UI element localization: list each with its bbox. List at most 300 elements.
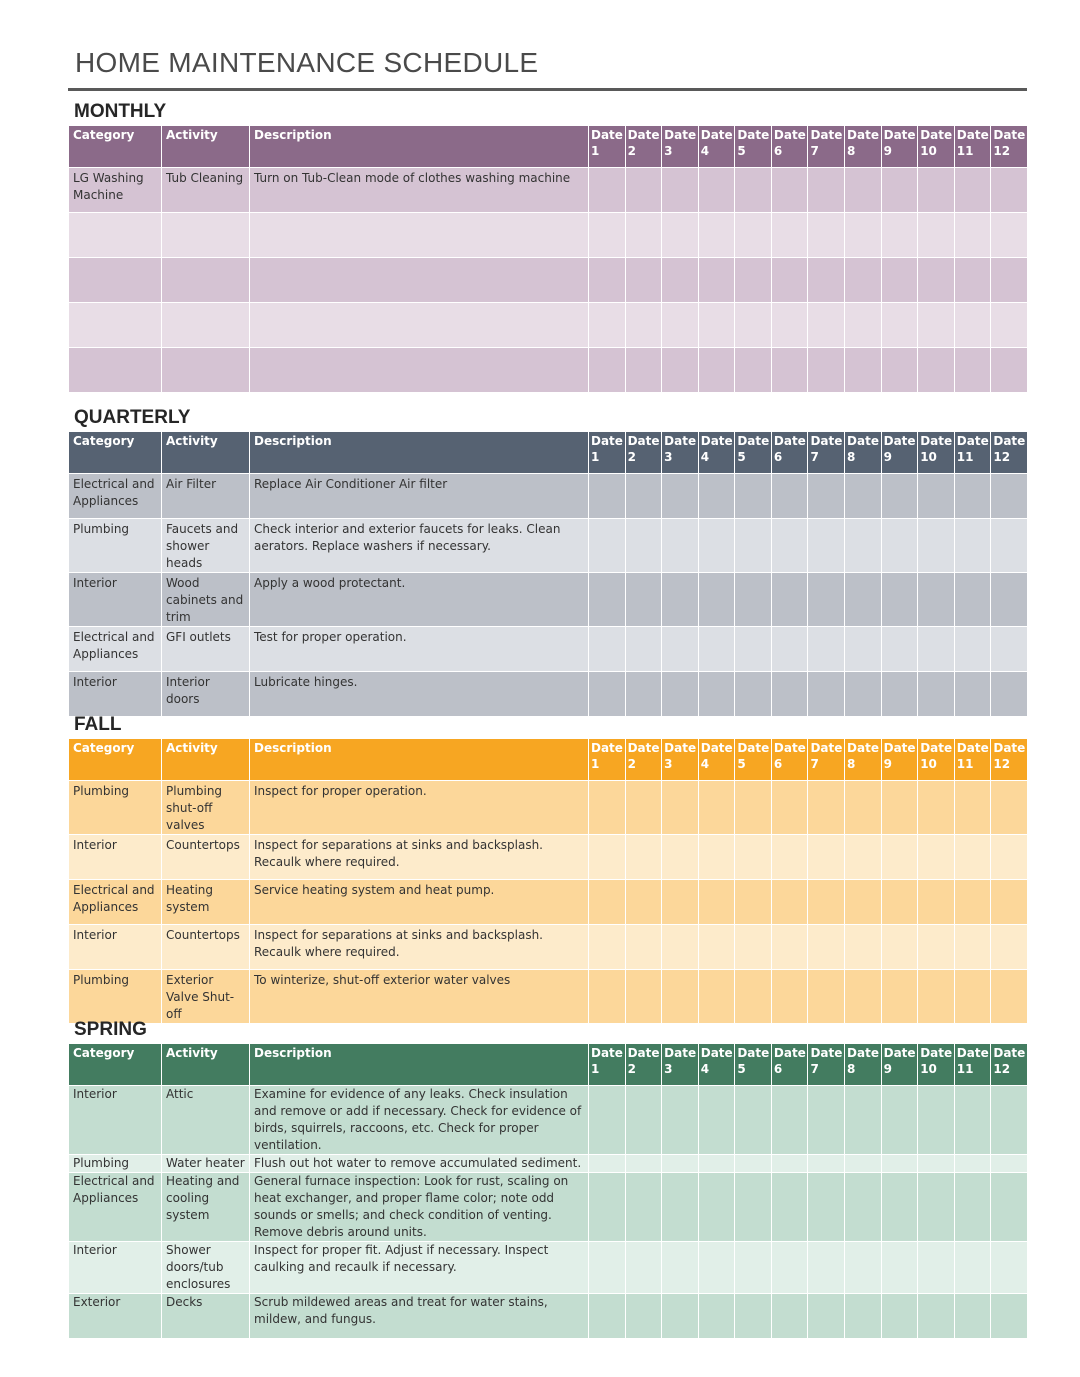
date-cell-2[interactable] — [625, 474, 662, 519]
date-cell-5[interactable] — [735, 303, 772, 348]
activity-cell: Heating and cooling system — [162, 1173, 250, 1242]
date-cell-8[interactable] — [845, 258, 882, 303]
date-cell-3[interactable] — [662, 880, 699, 925]
column-header-date-10: Date 10 — [918, 1044, 955, 1086]
date-cell-10[interactable] — [918, 1294, 955, 1339]
date-cell-1[interactable] — [589, 835, 626, 880]
date-cell-7[interactable] — [808, 835, 845, 880]
date-cell-9[interactable] — [881, 519, 918, 573]
date-cell-4[interactable] — [698, 258, 735, 303]
section-spring — [68, 1019, 1027, 1339]
date-cell-7[interactable] — [808, 925, 845, 970]
section-monthly — [68, 101, 1027, 393]
table-row — [69, 1294, 1028, 1339]
section-quarterly — [68, 407, 1027, 717]
date-cell-1[interactable] — [589, 1294, 626, 1339]
date-cell-4[interactable] — [698, 213, 735, 258]
date-cell-12[interactable] — [991, 573, 1028, 627]
date-cell-8[interactable] — [845, 573, 882, 627]
date-cell-1[interactable] — [589, 258, 626, 303]
date-cell-11[interactable] — [954, 1173, 991, 1242]
date-cell-3[interactable] — [662, 1173, 699, 1242]
date-cell-3[interactable] — [662, 519, 699, 573]
date-cell-1[interactable] — [589, 1155, 626, 1173]
date-cell-1[interactable] — [589, 1242, 626, 1294]
date-cell-8[interactable] — [845, 970, 882, 1024]
date-cell-4[interactable] — [698, 1173, 735, 1242]
date-cell-3[interactable] — [662, 213, 699, 258]
date-cell-11[interactable] — [954, 213, 991, 258]
date-cell-8[interactable] — [845, 474, 882, 519]
date-cell-2[interactable] — [625, 925, 662, 970]
date-cell-4[interactable] — [698, 573, 735, 627]
date-cell-3[interactable] — [662, 835, 699, 880]
date-cell-12[interactable] — [991, 348, 1028, 393]
date-cell-5[interactable] — [735, 348, 772, 393]
date-cell-10[interactable] — [918, 573, 955, 627]
date-cell-4[interactable] — [698, 168, 735, 213]
date-cell-6[interactable] — [771, 1242, 808, 1294]
date-cell-12[interactable] — [991, 168, 1028, 213]
date-cell-4[interactable] — [698, 1155, 735, 1173]
date-cell-10[interactable] — [918, 1173, 955, 1242]
date-cell-2[interactable] — [625, 1173, 662, 1242]
date-cell-6[interactable] — [771, 835, 808, 880]
activity-cell: Interior doors — [162, 672, 250, 717]
date-cell-12[interactable] — [991, 970, 1028, 1024]
date-cell-6[interactable] — [771, 303, 808, 348]
date-cell-7[interactable] — [808, 1294, 845, 1339]
date-cell-1[interactable] — [589, 348, 626, 393]
date-cell-5[interactable] — [735, 970, 772, 1024]
date-cell-2[interactable] — [625, 1155, 662, 1173]
date-cell-8[interactable] — [845, 303, 882, 348]
date-cell-6[interactable] — [771, 672, 808, 717]
description-cell: Replace Air Conditioner Air filter — [250, 474, 589, 519]
date-cell-5[interactable] — [735, 781, 772, 835]
category-cell: Interior — [69, 672, 162, 717]
column-header-date-2: Date 2 — [625, 739, 662, 781]
date-cell-2[interactable] — [625, 1086, 662, 1155]
date-cell-8[interactable] — [845, 168, 882, 213]
date-cell-1[interactable] — [589, 1086, 626, 1155]
date-cell-10[interactable] — [918, 303, 955, 348]
date-cell-5[interactable] — [735, 1155, 772, 1173]
date-cell-11[interactable] — [954, 1155, 991, 1173]
date-cell-12[interactable] — [991, 303, 1028, 348]
date-cell-11[interactable] — [954, 835, 991, 880]
date-cell-5[interactable] — [735, 880, 772, 925]
date-cell-4[interactable] — [698, 880, 735, 925]
date-cell-3[interactable] — [662, 1242, 699, 1294]
date-cell-10[interactable] — [918, 970, 955, 1024]
date-cell-7[interactable] — [808, 672, 845, 717]
date-cell-6[interactable] — [771, 213, 808, 258]
date-cell-10[interactable] — [918, 781, 955, 835]
date-cell-9[interactable] — [881, 970, 918, 1024]
date-cell-2[interactable] — [625, 1242, 662, 1294]
schedule-table-monthly — [68, 125, 1028, 393]
date-cell-5[interactable] — [735, 672, 772, 717]
description-cell: Inspect for separations at sinks and backsplash. Recaulk where required. — [250, 835, 589, 880]
date-cell-2[interactable] — [625, 168, 662, 213]
date-cell-1[interactable] — [589, 519, 626, 573]
category-cell: Interior — [69, 925, 162, 970]
column-header-date-9: Date 9 — [881, 1044, 918, 1086]
date-cell-9[interactable] — [881, 880, 918, 925]
date-cell-6[interactable] — [771, 573, 808, 627]
date-cell-2[interactable] — [625, 627, 662, 672]
date-cell-12[interactable] — [991, 474, 1028, 519]
date-cell-10[interactable] — [918, 627, 955, 672]
date-cell-9[interactable] — [881, 1294, 918, 1339]
date-cell-2[interactable] — [625, 781, 662, 835]
date-cell-3[interactable] — [662, 627, 699, 672]
date-cell-7[interactable] — [808, 213, 845, 258]
date-cell-12[interactable] — [991, 1294, 1028, 1339]
date-cell-11[interactable] — [954, 970, 991, 1024]
date-cell-6[interactable] — [771, 168, 808, 213]
schedule-table-quarterly — [68, 431, 1028, 717]
description-cell: Turn on Tub-Clean mode of clothes washing machine — [250, 168, 589, 213]
column-header-date-4: Date 4 — [698, 126, 735, 168]
date-cell-12[interactable] — [991, 1242, 1028, 1294]
date-cell-8[interactable] — [845, 213, 882, 258]
date-cell-7[interactable] — [808, 258, 845, 303]
date-cell-11[interactable] — [954, 672, 991, 717]
date-cell-9[interactable] — [881, 1155, 918, 1173]
date-cell-11[interactable] — [954, 258, 991, 303]
date-cell-4[interactable] — [698, 627, 735, 672]
column-header-date-7: Date 7 — [808, 739, 845, 781]
date-cell-12[interactable] — [991, 1173, 1028, 1242]
date-cell-11[interactable] — [954, 627, 991, 672]
date-cell-9[interactable] — [881, 781, 918, 835]
table-row — [69, 1086, 1028, 1155]
date-cell-9[interactable] — [881, 213, 918, 258]
date-cell-6[interactable] — [771, 519, 808, 573]
date-cell-8[interactable] — [845, 835, 882, 880]
date-cell-7[interactable] — [808, 880, 845, 925]
date-cell-2[interactable] — [625, 213, 662, 258]
date-cell-10[interactable] — [918, 474, 955, 519]
date-cell-9[interactable] — [881, 835, 918, 880]
date-cell-1[interactable] — [589, 781, 626, 835]
date-cell-7[interactable] — [808, 573, 845, 627]
date-cell-12[interactable] — [991, 925, 1028, 970]
activity-cell: Heating system — [162, 880, 250, 925]
date-cell-8[interactable] — [845, 880, 882, 925]
date-cell-11[interactable] — [954, 1294, 991, 1339]
date-cell-7[interactable] — [808, 1173, 845, 1242]
date-cell-2[interactable] — [625, 970, 662, 1024]
description-cell: Lubricate hinges. — [250, 672, 589, 717]
date-cell-4[interactable] — [698, 925, 735, 970]
date-cell-9[interactable] — [881, 1086, 918, 1155]
column-header-date-4: Date 4 — [698, 1044, 735, 1086]
date-cell-5[interactable] — [735, 168, 772, 213]
activity-cell: Plumbing shut-off valves — [162, 781, 250, 835]
date-cell-4[interactable] — [698, 474, 735, 519]
date-cell-8[interactable] — [845, 348, 882, 393]
date-cell-7[interactable] — [808, 781, 845, 835]
date-cell-1[interactable] — [589, 627, 626, 672]
date-cell-6[interactable] — [771, 627, 808, 672]
date-cell-5[interactable] — [735, 258, 772, 303]
description-cell: General furnace inspection: Look for rust, scaling on heat exchanger, and proper flame color; note odd sounds or smells; and check condition of venting. Remove debris around units. — [250, 1173, 589, 1242]
date-cell-12[interactable] — [991, 1086, 1028, 1155]
date-cell-9[interactable] — [881, 573, 918, 627]
date-cell-4[interactable] — [698, 835, 735, 880]
date-cell-1[interactable] — [589, 573, 626, 627]
date-cell-8[interactable] — [845, 925, 882, 970]
date-cell-1[interactable] — [589, 880, 626, 925]
date-cell-10[interactable] — [918, 258, 955, 303]
date-cell-10[interactable] — [918, 168, 955, 213]
column-header-activity: Activity — [162, 739, 250, 781]
date-cell-9[interactable] — [881, 258, 918, 303]
date-cell-11[interactable] — [954, 168, 991, 213]
date-cell-12[interactable] — [991, 781, 1028, 835]
date-cell-5[interactable] — [735, 835, 772, 880]
date-cell-8[interactable] — [845, 781, 882, 835]
date-cell-9[interactable] — [881, 303, 918, 348]
date-cell-9[interactable] — [881, 627, 918, 672]
date-cell-2[interactable] — [625, 258, 662, 303]
date-cell-6[interactable] — [771, 925, 808, 970]
description-cell: Examine for evidence of any leaks. Check insulation and remove or add if necessary. Check for evidence of birds, squirrels, raccoons, etc. Check for proper ventilation. — [250, 1086, 589, 1155]
date-cell-2[interactable] — [625, 303, 662, 348]
date-cell-9[interactable] — [881, 1173, 918, 1242]
date-cell-6[interactable] — [771, 474, 808, 519]
activity-cell: Faucets and shower heads — [162, 519, 250, 573]
date-cell-5[interactable] — [735, 573, 772, 627]
date-cell-6[interactable] — [771, 348, 808, 393]
date-cell-10[interactable] — [918, 1242, 955, 1294]
date-cell-9[interactable] — [881, 925, 918, 970]
date-cell-3[interactable] — [662, 970, 699, 1024]
activity-cell: Air Filter — [162, 474, 250, 519]
category-cell: Exterior — [69, 1294, 162, 1339]
table-row — [69, 519, 1028, 573]
date-cell-11[interactable] — [954, 519, 991, 573]
date-cell-9[interactable] — [881, 672, 918, 717]
date-cell-7[interactable] — [808, 1086, 845, 1155]
date-cell-9[interactable] — [881, 348, 918, 393]
date-cell-6[interactable] — [771, 258, 808, 303]
date-cell-5[interactable] — [735, 627, 772, 672]
date-cell-3[interactable] — [662, 303, 699, 348]
date-cell-11[interactable] — [954, 880, 991, 925]
date-cell-8[interactable] — [845, 1294, 882, 1339]
date-cell-3[interactable] — [662, 573, 699, 627]
date-cell-11[interactable] — [954, 573, 991, 627]
date-cell-2[interactable] — [625, 1294, 662, 1339]
date-cell-8[interactable] — [845, 1086, 882, 1155]
date-cell-12[interactable] — [991, 519, 1028, 573]
date-cell-2[interactable] — [625, 835, 662, 880]
date-cell-11[interactable] — [954, 303, 991, 348]
date-cell-3[interactable] — [662, 1155, 699, 1173]
date-cell-1[interactable] — [589, 303, 626, 348]
description-cell — [250, 258, 589, 303]
date-cell-7[interactable] — [808, 627, 845, 672]
date-cell-7[interactable] — [808, 474, 845, 519]
category-cell — [69, 258, 162, 303]
date-cell-8[interactable] — [845, 1155, 882, 1173]
date-cell-11[interactable] — [954, 474, 991, 519]
date-cell-3[interactable] — [662, 672, 699, 717]
table-row — [69, 970, 1028, 1024]
date-cell-3[interactable] — [662, 258, 699, 303]
date-cell-12[interactable] — [991, 258, 1028, 303]
category-cell: Electrical and Appliances — [69, 474, 162, 519]
date-cell-3[interactable] — [662, 1294, 699, 1339]
date-cell-10[interactable] — [918, 519, 955, 573]
date-cell-2[interactable] — [625, 880, 662, 925]
date-cell-12[interactable] — [991, 880, 1028, 925]
date-cell-7[interactable] — [808, 1155, 845, 1173]
date-cell-5[interactable] — [735, 1242, 772, 1294]
date-cell-6[interactable] — [771, 1086, 808, 1155]
date-cell-12[interactable] — [991, 627, 1028, 672]
activity-cell: Tub Cleaning — [162, 168, 250, 213]
date-cell-10[interactable] — [918, 1155, 955, 1173]
date-cell-7[interactable] — [808, 970, 845, 1024]
date-cell-10[interactable] — [918, 348, 955, 393]
date-cell-4[interactable] — [698, 1242, 735, 1294]
column-header-date-5: Date 5 — [735, 126, 772, 168]
date-cell-3[interactable] — [662, 781, 699, 835]
column-header-date-6: Date 6 — [771, 739, 808, 781]
date-cell-12[interactable] — [991, 672, 1028, 717]
date-cell-5[interactable] — [735, 1173, 772, 1242]
date-cell-1[interactable] — [589, 925, 626, 970]
date-cell-2[interactable] — [625, 348, 662, 393]
date-cell-9[interactable] — [881, 168, 918, 213]
date-cell-4[interactable] — [698, 348, 735, 393]
date-cell-5[interactable] — [735, 925, 772, 970]
date-cell-1[interactable] — [589, 970, 626, 1024]
date-cell-11[interactable] — [954, 1242, 991, 1294]
column-header-date-6: Date 6 — [771, 126, 808, 168]
date-cell-5[interactable] — [735, 213, 772, 258]
date-cell-3[interactable] — [662, 474, 699, 519]
date-cell-4[interactable] — [698, 970, 735, 1024]
date-cell-5[interactable] — [735, 1086, 772, 1155]
date-cell-8[interactable] — [845, 1173, 882, 1242]
column-header-date-10: Date 10 — [918, 126, 955, 168]
column-header-date-1: Date 1 — [589, 432, 626, 474]
date-cell-6[interactable] — [771, 1173, 808, 1242]
column-header-date-3: Date 3 — [662, 1044, 699, 1086]
date-cell-11[interactable] — [954, 348, 991, 393]
date-cell-7[interactable] — [808, 303, 845, 348]
date-cell-10[interactable] — [918, 835, 955, 880]
date-cell-11[interactable] — [954, 781, 991, 835]
column-header-date-6: Date 6 — [771, 1044, 808, 1086]
table-row — [69, 672, 1028, 717]
column-header-date-2: Date 2 — [625, 432, 662, 474]
activity-cell: Countertops — [162, 925, 250, 970]
table-row — [69, 474, 1028, 519]
date-cell-6[interactable] — [771, 880, 808, 925]
date-cell-8[interactable] — [845, 672, 882, 717]
date-cell-10[interactable] — [918, 213, 955, 258]
date-cell-5[interactable] — [735, 519, 772, 573]
date-cell-4[interactable] — [698, 519, 735, 573]
date-cell-6[interactable] — [771, 781, 808, 835]
column-header-description: Description — [250, 126, 589, 168]
date-cell-6[interactable] — [771, 1155, 808, 1173]
date-cell-6[interactable] — [771, 970, 808, 1024]
category-cell: Interior — [69, 1086, 162, 1155]
date-cell-3[interactable] — [662, 168, 699, 213]
date-cell-1[interactable] — [589, 672, 626, 717]
date-cell-4[interactable] — [698, 672, 735, 717]
date-cell-7[interactable] — [808, 519, 845, 573]
date-cell-11[interactable] — [954, 1086, 991, 1155]
date-cell-3[interactable] — [662, 925, 699, 970]
table-row — [69, 573, 1028, 627]
activity-cell — [162, 348, 250, 393]
description-cell: Inspect for proper operation. — [250, 781, 589, 835]
date-cell-7[interactable] — [808, 348, 845, 393]
date-cell-4[interactable] — [698, 1086, 735, 1155]
date-cell-4[interactable] — [698, 781, 735, 835]
date-cell-3[interactable] — [662, 1086, 699, 1155]
date-cell-7[interactable] — [808, 1242, 845, 1294]
date-cell-1[interactable] — [589, 1173, 626, 1242]
date-cell-10[interactable] — [918, 672, 955, 717]
activity-cell — [162, 303, 250, 348]
date-cell-6[interactable] — [771, 1294, 808, 1339]
date-cell-1[interactable] — [589, 213, 626, 258]
date-cell-12[interactable] — [991, 213, 1028, 258]
column-header-date-12: Date 12 — [991, 126, 1028, 168]
date-cell-1[interactable] — [589, 474, 626, 519]
date-cell-4[interactable] — [698, 1294, 735, 1339]
date-cell-10[interactable] — [918, 880, 955, 925]
table-row — [69, 303, 1028, 348]
header-row — [69, 1044, 1028, 1086]
column-header-date-8: Date 8 — [845, 126, 882, 168]
date-cell-9[interactable] — [881, 474, 918, 519]
table-row — [69, 1155, 1028, 1173]
date-cell-2[interactable] — [625, 573, 662, 627]
date-cell-12[interactable] — [991, 835, 1028, 880]
date-cell-2[interactable] — [625, 519, 662, 573]
date-cell-5[interactable] — [735, 1294, 772, 1339]
date-cell-9[interactable] — [881, 1242, 918, 1294]
date-cell-11[interactable] — [954, 925, 991, 970]
date-cell-8[interactable] — [845, 1242, 882, 1294]
date-cell-5[interactable] — [735, 474, 772, 519]
column-header-date-12: Date 12 — [991, 739, 1028, 781]
date-cell-4[interactable] — [698, 303, 735, 348]
date-cell-8[interactable] — [845, 519, 882, 573]
description-cell: Inspect for separations at sinks and backsplash. Recaulk where required. — [250, 925, 589, 970]
date-cell-7[interactable] — [808, 168, 845, 213]
date-cell-8[interactable] — [845, 627, 882, 672]
date-cell-2[interactable] — [625, 672, 662, 717]
date-cell-12[interactable] — [991, 1155, 1028, 1173]
date-cell-10[interactable] — [918, 1086, 955, 1155]
date-cell-3[interactable] — [662, 348, 699, 393]
date-cell-10[interactable] — [918, 925, 955, 970]
date-cell-1[interactable] — [589, 168, 626, 213]
category-cell: Plumbing — [69, 970, 162, 1024]
